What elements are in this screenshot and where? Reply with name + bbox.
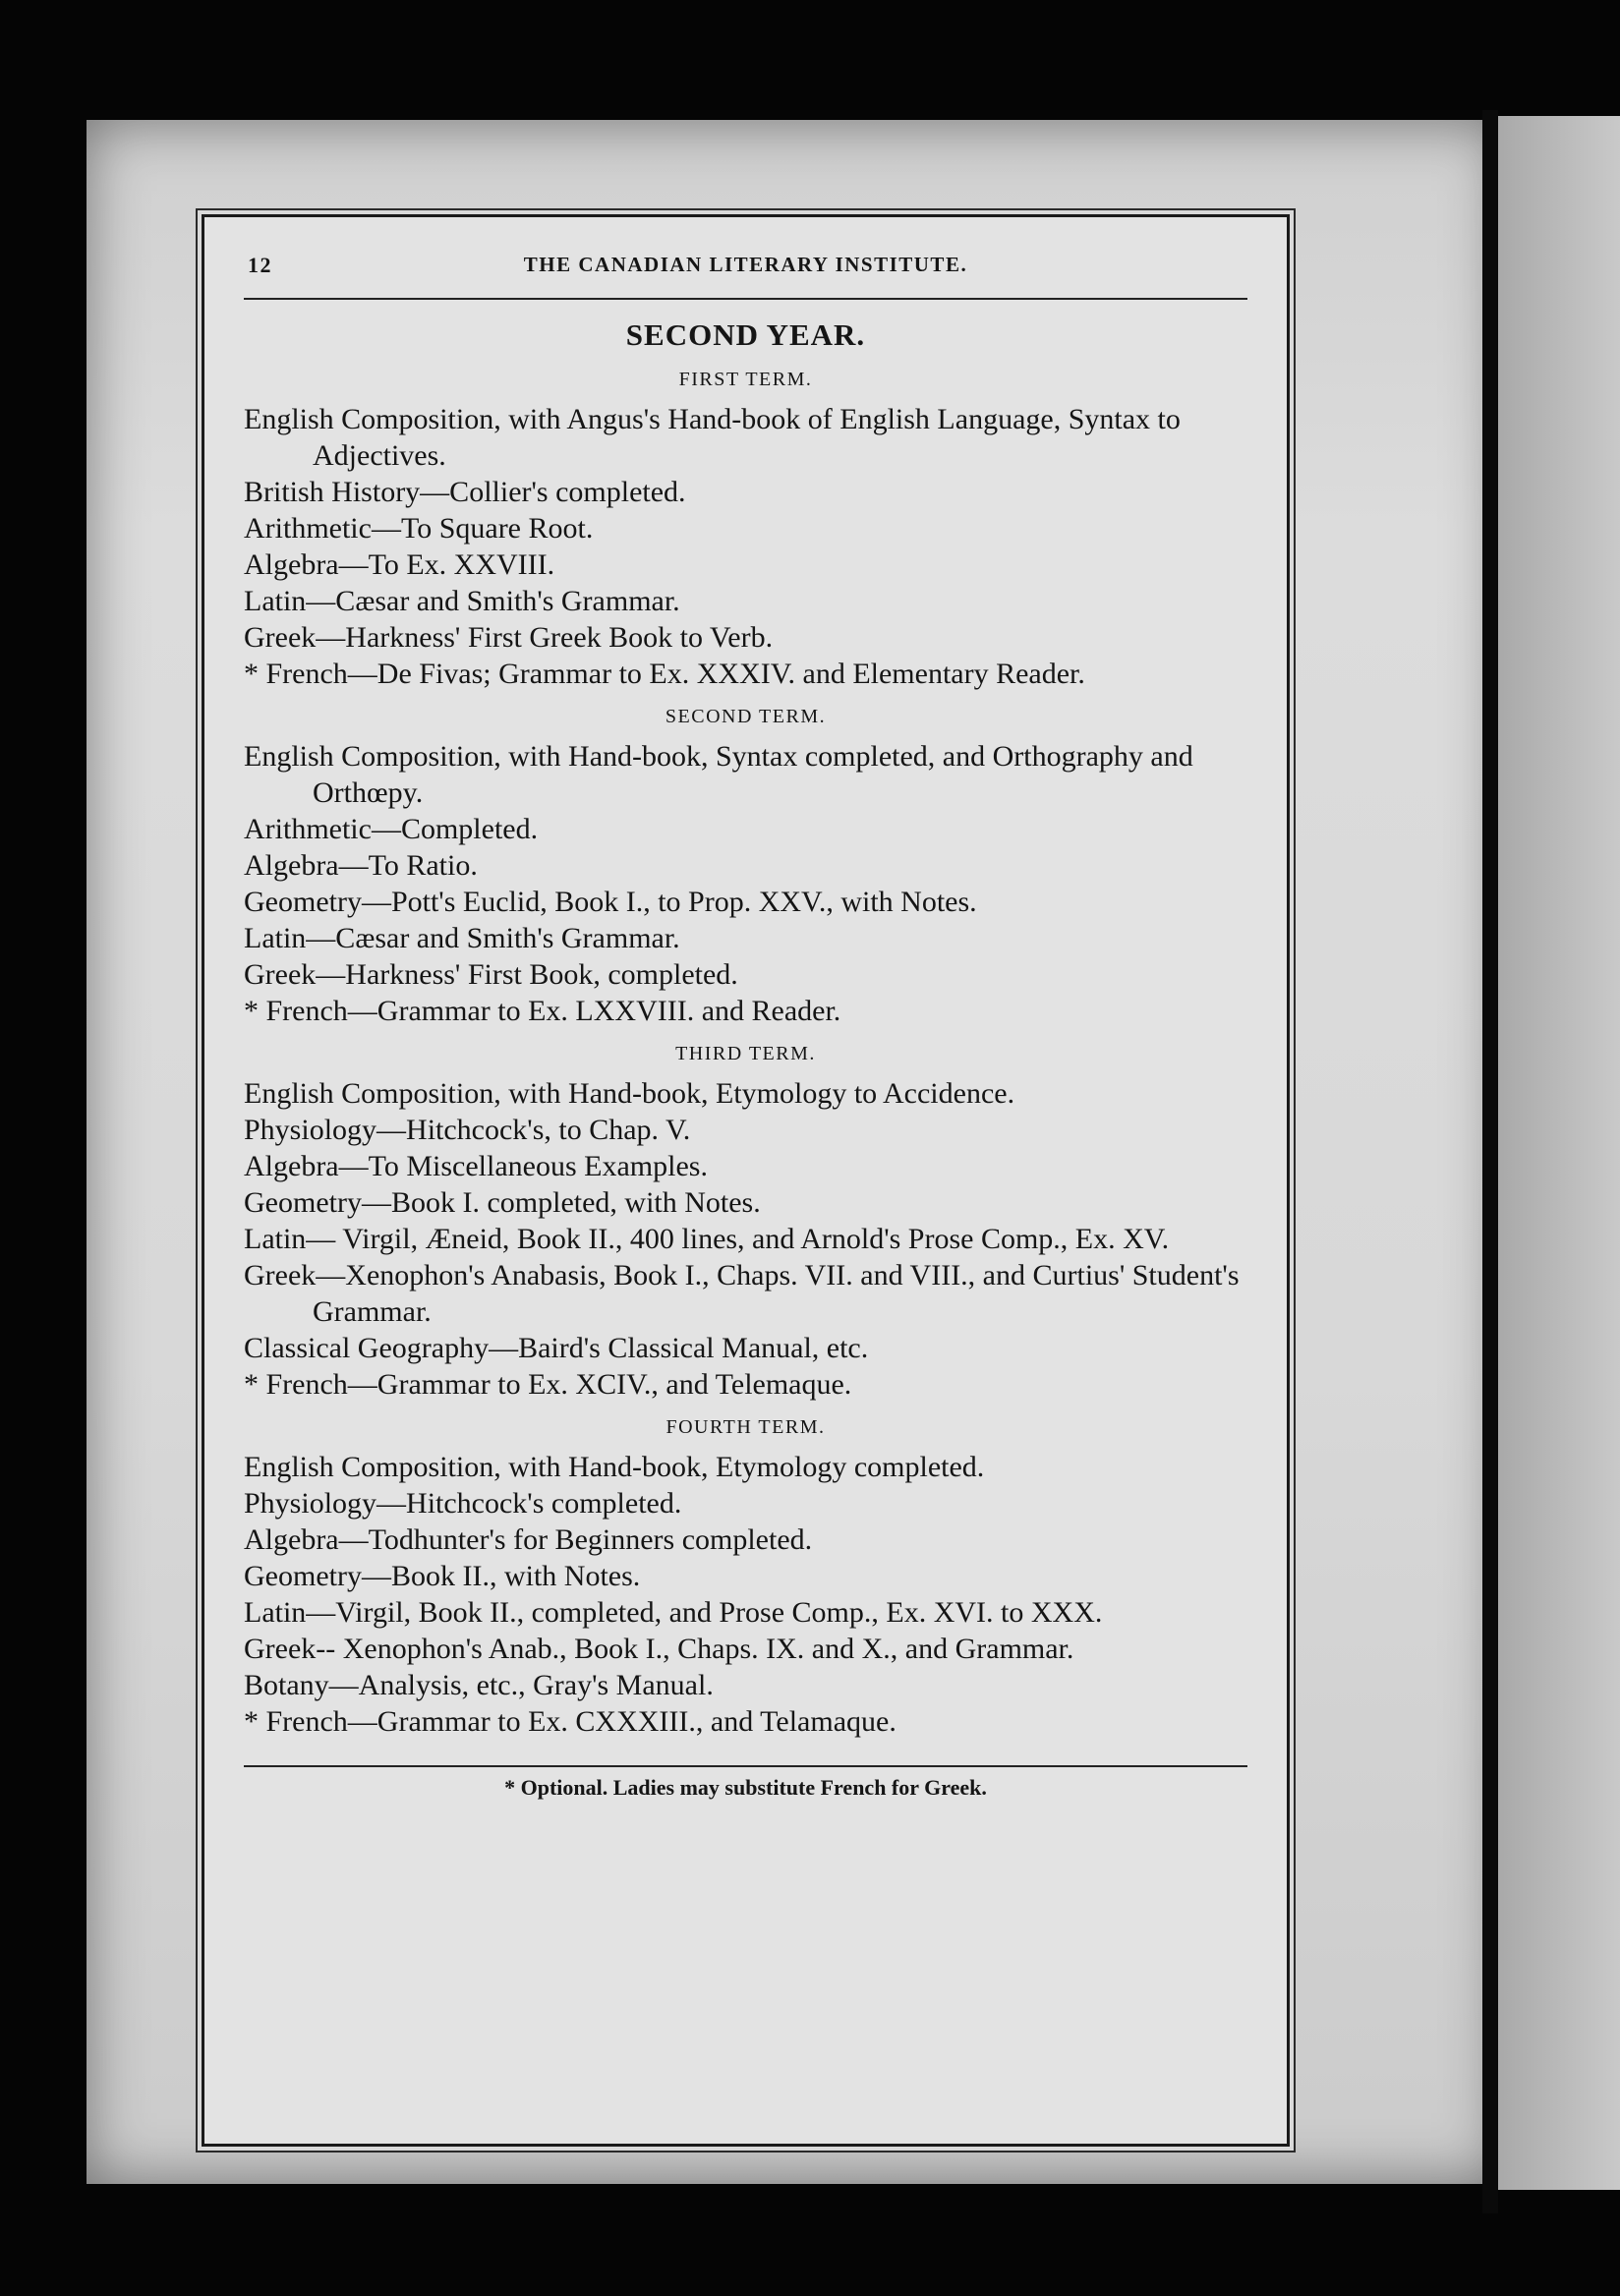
course-item: Latin—Virgil, Book II., completed, and Prose Comp., Ex. XVI. to XXX. — [244, 1596, 1103, 1629]
course-item: Greek—Xenophon's Anabasis, Book I., Chaps. VII. and VIII., and Curtius' Student's Grammar. — [244, 1259, 1240, 1328]
course-item: * French—Grammar to Ex. LXXVIII. and Reader. — [244, 995, 841, 1027]
course-item: Greek—Harkness' First Greek Book to Verb. — [244, 621, 774, 654]
page-border-frame — [202, 214, 1290, 2147]
course-item: Geometry—Book I. completed, with Notes. — [244, 1186, 761, 1219]
course-item: Algebra—Todhunter's for Beginners completed. — [244, 1523, 813, 1556]
course-item: Classical Geography—Baird's Classical Manual, etc. — [244, 1332, 869, 1364]
course-item: * French—Grammar to Ex. XCIV., and Telemaque. — [244, 1368, 852, 1401]
course-list — [244, 1075, 1247, 1403]
course-item: Greek—Harkness' First Book, completed. — [244, 958, 738, 991]
running-title: THE CANADIAN LITERARY INSTITUTE. — [523, 253, 968, 276]
page-number: 12 — [248, 253, 272, 277]
running-head — [244, 245, 1247, 288]
course-item: Physiology—Hitchcock's, to Chap. V. — [244, 1114, 691, 1146]
term-block-second — [244, 706, 1247, 1029]
footnote-rule — [244, 1765, 1247, 1767]
term-heading: SECOND TERM. — [665, 706, 827, 727]
course-item: Greek-- Xenophon's Anab., Book I., Chaps. IX. and X., and Grammar. — [244, 1633, 1074, 1665]
section-title: SECOND YEAR. — [625, 317, 866, 352]
header-rule — [244, 298, 1247, 300]
page-content — [244, 245, 1247, 2114]
course-item: Botany—Analysis, etc., Gray's Manual. — [244, 1669, 714, 1701]
course-list — [244, 401, 1247, 692]
term-block-first — [244, 369, 1247, 692]
course-list — [244, 1449, 1247, 1740]
course-item: * French—De Fivas; Grammar to Ex. XXXIV. and Elementary Reader. — [244, 658, 1085, 690]
course-item: Algebra—To Ex. XXVIII. — [244, 548, 555, 581]
course-item: English Composition, with Hand-book, Etymology completed. — [244, 1451, 985, 1483]
course-list — [244, 738, 1247, 1029]
course-item: Arithmetic—Completed. — [244, 813, 539, 845]
course-item: Physiology—Hitchcock's completed. — [244, 1487, 682, 1520]
course-item: Geometry—Pott's Euclid, Book I., to Prop. XXV., with Notes. — [244, 886, 977, 918]
course-item: Geometry—Book II., with Notes. — [244, 1560, 641, 1592]
course-item: Algebra—To Ratio. — [244, 849, 478, 882]
term-block-fourth — [244, 1416, 1247, 1740]
book-spine-shadow — [1482, 110, 1498, 2213]
term-block-third — [244, 1043, 1247, 1403]
course-item: Latin— Virgil, Æneid, Book II., 400 lines, and Arnold's Prose Comp., Ex. XV. — [244, 1223, 1170, 1255]
course-item: * French—Grammar to Ex. CXXXIII., and Telamaque. — [244, 1705, 897, 1738]
course-item: English Composition, with Angus's Hand-book of English Language, Syntax to Adjectives. — [244, 403, 1181, 472]
term-heading: FIRST TERM. — [678, 369, 813, 390]
facing-page-edge — [1498, 116, 1620, 2190]
course-item: Algebra—To Miscellaneous Examples. — [244, 1150, 708, 1182]
course-item: Latin—Cæsar and Smith's Grammar. — [244, 585, 680, 617]
course-item: English Composition, with Hand-book, Etymology to Accidence. — [244, 1077, 1015, 1110]
course-item: British History—Collier's completed. — [244, 476, 686, 508]
course-item: English Composition, with Hand-book, Syntax completed, and Orthography and Orthœpy. — [244, 740, 1193, 809]
course-item: Arithmetic—To Square Root. — [244, 512, 594, 545]
course-item: Latin—Cæsar and Smith's Grammar. — [244, 922, 680, 954]
term-heading: FOURTH TERM. — [665, 1416, 826, 1438]
term-heading: THIRD TERM. — [675, 1043, 816, 1064]
footnote: * Optional. Ladies may substitute French for Greek. — [504, 1775, 987, 1800]
